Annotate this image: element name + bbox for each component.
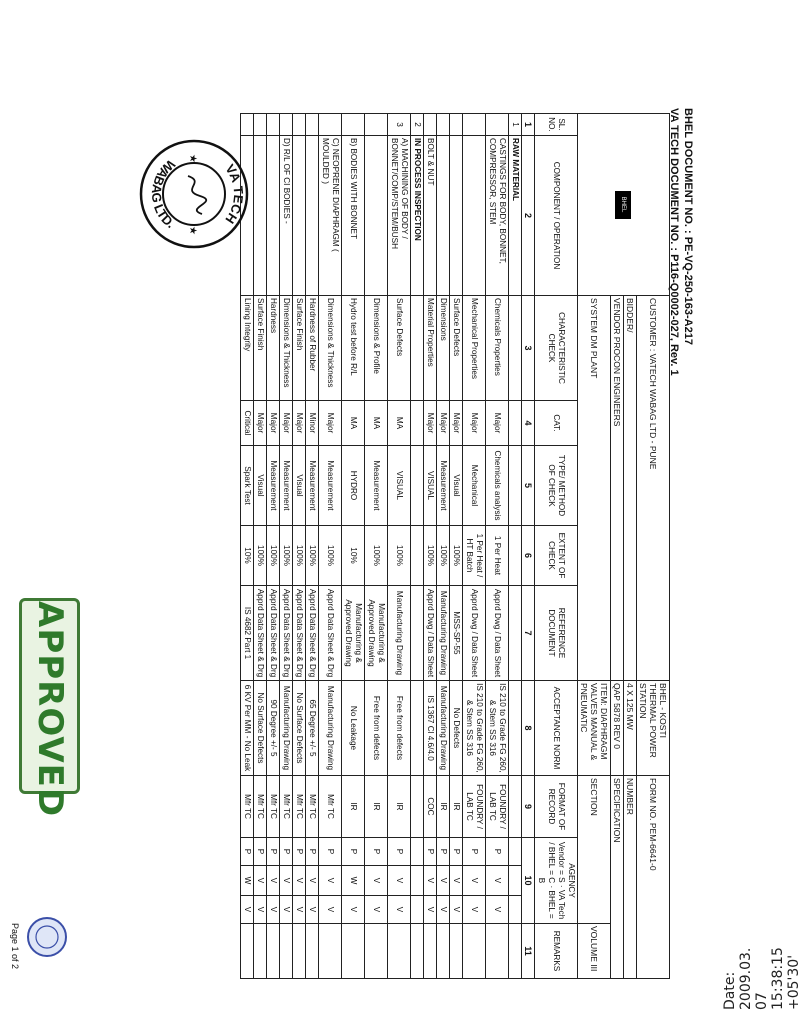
table-row: [450, 114, 463, 979]
document-sheet: [10, 8, 750, 1008]
remarks-cell: [509, 924, 522, 979]
agency-header: AGENCY Vendor = S · VA Tech / BHEL = C · BHEL = B: [535, 838, 578, 924]
table-row: [437, 114, 450, 979]
characteristic-cell: Hardness: [267, 296, 280, 401]
reference-header: REFERENCE DOCUMENT: [535, 586, 578, 681]
table-row: [306, 114, 319, 979]
agency-vendor-cell: P: [437, 838, 450, 866]
format-cell: Mfr TC: [280, 776, 293, 838]
acceptance-cell: No Surface Defects: [293, 681, 306, 776]
agency-vendor-cell: P: [388, 838, 411, 866]
reference-cell: Manufacturing Drawing: [388, 586, 411, 681]
reference-cell: Apprd Data Sheet & Drg: [319, 586, 342, 681]
agency-vatech-cell: V: [424, 866, 437, 896]
agency-vendor-cell: P: [486, 838, 509, 866]
remarks-cell: [424, 924, 437, 979]
table-row: [411, 114, 424, 979]
method-cell: Visual: [254, 446, 267, 526]
reference-cell: Apprd Dwg / Data Sheet: [463, 586, 486, 681]
characteristic-cell: Surface Finish: [254, 296, 267, 401]
acceptance-header: ACCEPTANCE NORM: [535, 681, 578, 776]
extent-header: EXTENT OF CHECK: [535, 526, 578, 586]
sl-cell: [254, 114, 267, 136]
agency-vatech-cell: V: [306, 866, 319, 896]
date-line1: 2009.03.: [738, 947, 754, 1010]
acceptance-cell: No Leakage: [342, 681, 365, 776]
remarks-cell: [254, 924, 267, 979]
agency-bhel-cell: V: [241, 896, 254, 924]
format-cell: Mfr TC: [319, 776, 342, 838]
acceptance-cell: IS 1367 Cl 4.6/4.0: [424, 681, 437, 776]
extent-cell: 10%: [342, 526, 365, 586]
acceptance-cell: IS 210 to Grade FG 260, & Stem SS 316: [486, 681, 509, 776]
col-num-9: 9: [522, 776, 535, 838]
extent-cell: 100%: [267, 526, 280, 586]
agency-bhel-cell: V: [280, 896, 293, 924]
extent-cell: 100%: [306, 526, 319, 586]
agency-bhel-cell: V: [486, 896, 509, 924]
agency-vendor-cell: P: [241, 838, 254, 866]
extent-cell: 100%: [424, 526, 437, 586]
agency-vendor-cell: [411, 838, 424, 866]
bhel-logo-cell: [578, 114, 670, 296]
table-row: [424, 114, 437, 979]
customer-cell: CUSTOMER : VATECH WABAG LTD - PUNE: [637, 296, 670, 681]
method-cell: Measurement: [280, 446, 293, 526]
spec-cell: SPECIFICATION: [611, 776, 624, 979]
method-cell: Measurement: [319, 446, 342, 526]
agency-vendor-cell: P: [254, 838, 267, 866]
agency-vendor-cell: P: [365, 838, 388, 866]
bhel-doc-label: BHEL DOCUMENT NO.: [682, 108, 694, 227]
component-header: COMPONENT / OPERATION: [535, 136, 578, 296]
acceptance-cell: Free from defects: [365, 681, 388, 776]
remarks-cell: [319, 924, 342, 979]
format-header: FORMAT OF RECORD: [535, 776, 578, 838]
extent-cell: 100%: [319, 526, 342, 586]
acceptance-cell: Free from defects: [388, 681, 411, 776]
sl-cell: [267, 114, 280, 136]
table-row: [342, 114, 365, 979]
table-row: [293, 114, 306, 979]
method-cell: Visual: [450, 446, 463, 526]
format-cell: Mfr TC: [293, 776, 306, 838]
agency-vendor-cell: P: [306, 838, 319, 866]
format-cell: IR: [437, 776, 450, 838]
stamp-bottom-text: WABAG LTD.: [148, 156, 179, 232]
component-cell: C) NEOPRENE DIAPHRAGM ( MOULDED ): [319, 136, 342, 296]
document-ids: [667, 108, 695, 376]
acceptance-cell: [509, 681, 522, 776]
agency-vendor-cell: P: [463, 838, 486, 866]
table-row: [267, 114, 280, 979]
date-line2: 07: [754, 992, 770, 1010]
agency-bhel-cell: V: [365, 896, 388, 924]
agency-vendor-cell: P: [267, 838, 280, 866]
vendor-cell: VENDOR PROCON ENGINEERS: [611, 296, 624, 681]
vatech-wabag-stamp: [138, 138, 250, 250]
table-row: [280, 114, 293, 979]
category-cell: Major: [437, 401, 450, 446]
remarks-cell: [437, 924, 450, 979]
format-cell: Mfr TC: [254, 776, 267, 838]
col-num-11: 11: [522, 924, 535, 979]
vatech-doc-value: : P116-Q0002-027, Rev. 1: [668, 247, 680, 376]
agency-vatech-cell: V: [450, 866, 463, 896]
digital-signature-date: [722, 947, 802, 1010]
approved-stamp: APPROVED: [19, 598, 80, 794]
acceptance-cell: Manufacturing Drawing: [319, 681, 342, 776]
agency-bhel-cell: V: [437, 896, 450, 924]
date-line4: +05'30': [786, 954, 802, 1010]
component-cell: D) R/L OF CI BODIES -: [280, 136, 293, 296]
category-cell: Minor: [306, 401, 319, 446]
sl-cell: [365, 114, 388, 136]
extent-cell: 10%: [241, 526, 254, 586]
agency-vatech-cell: V: [254, 866, 267, 896]
agency-bhel-cell: V: [463, 896, 486, 924]
method-cell: Measurement: [437, 446, 450, 526]
format-cell: IR: [450, 776, 463, 838]
type-header: TYPE/ METHOD OF CHECK: [535, 446, 578, 526]
agency-vatech-cell: V: [319, 866, 342, 896]
category-cell: MA: [388, 401, 411, 446]
method-cell: Measurement: [365, 446, 388, 526]
category-cell: Major: [293, 401, 306, 446]
col-num-8: 8: [522, 681, 535, 776]
method-cell: HYDRO: [342, 446, 365, 526]
agency-vendor-cell: P: [293, 838, 306, 866]
category-cell: Major: [254, 401, 267, 446]
date-label: Date:: [722, 971, 738, 1010]
agency-vatech-cell: V: [486, 866, 509, 896]
agency-bhel-cell: V: [342, 896, 365, 924]
remarks-cell: [450, 924, 463, 979]
component-cell: RAW MATERIAL: [509, 136, 522, 296]
date-line3: 15:38:15: [770, 947, 786, 1010]
col-num-5: 5: [522, 446, 535, 526]
characteristic-cell: Dimensions & Profile: [365, 296, 388, 401]
acceptance-cell: [411, 681, 424, 776]
characteristic-cell: Material Properties: [424, 296, 437, 401]
characteristic-cell: [411, 296, 424, 401]
agency-vatech-cell: V: [437, 866, 450, 896]
table-row: [388, 114, 411, 979]
characteristic-cell: [509, 296, 522, 401]
sl-cell: [450, 114, 463, 136]
characteristic-cell: Surface Finish: [293, 296, 306, 401]
remarks-header: REMARKS: [535, 924, 578, 979]
category-cell: Critical: [241, 401, 254, 446]
item-cell: ITEM: DIAPHRAGM VALVES MANUAL & PNEUMATIC: [578, 681, 611, 776]
col-num-4: 4: [522, 401, 535, 446]
col-num-3: 3: [522, 296, 535, 401]
title-cell: 4 X 125 MW: [624, 681, 637, 776]
sl-cell: [319, 114, 342, 136]
signature-mark: [188, 176, 206, 214]
component-cell: [306, 136, 319, 296]
section-cell: SECTION: [578, 776, 611, 924]
svg-text:WABAG LTD.: [149, 157, 178, 231]
category-cell: Major: [450, 401, 463, 446]
remarks-cell: [388, 924, 411, 979]
volume-cell: VOLUME III: [578, 924, 611, 979]
sl-cell: 3: [388, 114, 411, 136]
reference-cell: Apprd Dwg / Data Sheet: [424, 586, 437, 681]
svg-text:★: ★: [187, 154, 198, 163]
reference-cell: Apprd Data Sheet & Drg: [254, 586, 267, 681]
format-cell: IR: [365, 776, 388, 838]
category-cell: Major: [463, 401, 486, 446]
extent-cell: 100%: [280, 526, 293, 586]
acceptance-cell: 6 KV Per MM - No Leak: [241, 681, 254, 776]
method-cell: [509, 446, 522, 526]
project-cell: BHEL - KOSTI THERMAL POWER STATION: [637, 681, 670, 776]
table-row: [463, 114, 486, 979]
sl-cell: [241, 114, 254, 136]
sl-cell: [463, 114, 486, 136]
characteristic-cell: Surface Defects: [450, 296, 463, 401]
bhel-seal-icon: [26, 916, 68, 958]
sl-cell: [280, 114, 293, 136]
acceptance-cell: 65 Degree +/- 5: [306, 681, 319, 776]
reference-cell: Apprd Data Sheet & Drg: [293, 586, 306, 681]
acceptance-cell: No Defects: [450, 681, 463, 776]
extent-cell: 1 Per Heat / HT Batch: [463, 526, 486, 586]
acceptance-cell: Manufacturing Drawing: [280, 681, 293, 776]
table-row: [254, 114, 267, 979]
agency-vatech-cell: V: [293, 866, 306, 896]
form-no-cell: FORM NO. PEM-6641-0: [637, 776, 670, 979]
table-row: [319, 114, 342, 979]
agency-vendor-cell: P: [280, 838, 293, 866]
stamp-top-text: VA TECH: [222, 161, 247, 227]
reference-cell: Manufacturing & Approved Drawing: [342, 586, 365, 681]
component-cell: IN PROCESS INSPECTION: [411, 136, 424, 296]
reference-cell: Apprd Data Sheet & Drg: [280, 586, 293, 681]
characteristic-cell: Dimensions: [437, 296, 450, 401]
reference-cell: Apprd Data Sheet & Drg: [306, 586, 319, 681]
agency-vatech-cell: V: [463, 866, 486, 896]
format-cell: FOUNDRY / LAB TC: [463, 776, 486, 838]
remarks-cell: [365, 924, 388, 979]
sl-header: SL. NO.: [535, 114, 578, 136]
reference-cell: IS 4682 Part 1: [241, 586, 254, 681]
method-cell: Mechanical: [463, 446, 486, 526]
number-label-cell: NUMBER: [624, 776, 637, 979]
sl-cell: [437, 114, 450, 136]
sl-cell: [424, 114, 437, 136]
extent-cell: 100%: [437, 526, 450, 586]
reference-cell: [411, 586, 424, 681]
category-cell: Major: [319, 401, 342, 446]
method-cell: Chemicals analysis: [486, 446, 509, 526]
component-cell: CASTINGS FOR BODY, BONNET, COMPRESSOR, STEM: [486, 136, 509, 296]
format-cell: [509, 776, 522, 838]
acceptance-cell: Manufacturing Drawing: [437, 681, 450, 776]
acceptance-cell: No Surface Defects: [254, 681, 267, 776]
extent-cell: 1 Per Heat: [486, 526, 509, 586]
agency-bhel-cell: V: [254, 896, 267, 924]
agency-bhel-cell: V: [450, 896, 463, 924]
characteristic-cell: Dimensions & Thickness: [319, 296, 342, 401]
agency-bhel-cell: V: [267, 896, 280, 924]
characteristic-header: CHARACTERISTIC CHECK: [535, 296, 578, 401]
remarks-cell: [463, 924, 486, 979]
table-row: [365, 114, 388, 979]
reference-cell: Apprd Dwg / Data Sheet: [486, 586, 509, 681]
method-cell: Measurement: [267, 446, 280, 526]
component-cell: [463, 136, 486, 296]
col-num-7: 7: [522, 586, 535, 681]
characteristic-cell: Lining Integrity: [241, 296, 254, 401]
agency-vendor-cell: P: [424, 838, 437, 866]
acceptance-cell: 90 Degree +/- 5: [267, 681, 280, 776]
method-cell: Measurement: [306, 446, 319, 526]
sl-cell: [486, 114, 509, 136]
component-cell: BOLT & NUT: [424, 136, 437, 296]
component-cell: [365, 136, 388, 296]
extent-cell: 100%: [388, 526, 411, 586]
category-cell: MA: [342, 401, 365, 446]
extent-cell: 100%: [450, 526, 463, 586]
component-cell: [450, 136, 463, 296]
category-cell: Major: [280, 401, 293, 446]
bidder-cell: BIDDER/: [624, 296, 637, 681]
format-cell: IR: [388, 776, 411, 838]
component-cell: A) MACHINING OF BODY / BONNET/COMP/STEM/BUSH: [388, 136, 411, 296]
category-cell: [509, 401, 522, 446]
characteristic-cell: Dimensions & Thickness: [280, 296, 293, 401]
component-cell: B) BODIES WITH BONNET: [342, 136, 365, 296]
agency-bhel-cell: V: [388, 896, 411, 924]
cat-header: CAT.: [535, 401, 578, 446]
category-cell: Major: [486, 401, 509, 446]
format-cell: [411, 776, 424, 838]
agency-vendor-cell: P: [319, 838, 342, 866]
category-cell: MA: [365, 401, 388, 446]
remarks-cell: [241, 924, 254, 979]
agency-vendor-cell: [509, 838, 522, 866]
remarks-cell: [267, 924, 280, 979]
agency-bhel-cell: V: [293, 896, 306, 924]
characteristic-cell: Hardness of Rubber: [306, 296, 319, 401]
characteristic-cell: Surface Defects: [388, 296, 411, 401]
qap-cell: QAP 5878 REV 0: [611, 681, 624, 776]
method-cell: VISUAL: [388, 446, 411, 526]
extent-cell: 100%: [365, 526, 388, 586]
agency-vatech-cell: V: [267, 866, 280, 896]
agency-vendor-cell: P: [450, 838, 463, 866]
col-num-1: 1: [522, 114, 535, 136]
characteristic-cell: Hydro test before R/L: [342, 296, 365, 401]
method-cell: Visual: [293, 446, 306, 526]
extent-cell: 100%: [254, 526, 267, 586]
reference-cell: MSS-SP-55: [450, 586, 463, 681]
category-cell: Major: [424, 401, 437, 446]
svg-text:★: ★: [187, 226, 198, 235]
category-cell: [411, 401, 424, 446]
sl-cell: 2: [411, 114, 424, 136]
agency-vatech-cell: V: [280, 866, 293, 896]
remarks-cell: [293, 924, 306, 979]
page-number: Page 1 of 2: [10, 923, 20, 970]
characteristic-cell: Mechanical Properties: [463, 296, 486, 401]
agency-bhel-cell: V: [319, 896, 342, 924]
table-row: [486, 114, 509, 979]
reference-cell: Apprd Data Sheet & Drg: [267, 586, 280, 681]
bhel-doc-value: : PE-VQ-250-163-A217: [682, 230, 694, 345]
format-cell: COC: [424, 776, 437, 838]
col-num-10: 10: [522, 838, 535, 924]
characteristic-cell: Chemicals Properties: [486, 296, 509, 401]
format-cell: Mfr TC: [306, 776, 319, 838]
table-row: [509, 114, 522, 979]
vatech-doc-label: VA TECH DOCUMENT NO.: [668, 108, 680, 245]
system-cell: SYSTEM DM PLANT: [578, 296, 611, 681]
extent-cell: [411, 526, 424, 586]
reference-cell: [509, 586, 522, 681]
agency-vatech-cell: W: [241, 866, 254, 896]
component-cell: [254, 136, 267, 296]
remarks-cell: [306, 924, 319, 979]
agency-bhel-cell: V: [306, 896, 319, 924]
format-cell: Mfr TC: [241, 776, 254, 838]
sl-cell: 1: [509, 114, 522, 136]
acceptance-cell: IS 210 to Grade FG 260, & Stem SS 316: [463, 681, 486, 776]
col-num-6: 6: [522, 526, 535, 586]
format-cell: IR: [342, 776, 365, 838]
sl-cell: [293, 114, 306, 136]
remarks-cell: [280, 924, 293, 979]
extent-cell: 100%: [293, 526, 306, 586]
bhel-logo-icon: BHEL: [616, 191, 632, 219]
category-cell: Major: [267, 401, 280, 446]
agency-vatech-cell: [411, 866, 424, 896]
reference-cell: Manufacturing & Approved Drawing: [365, 586, 388, 681]
method-cell: [411, 446, 424, 526]
reference-cell: Manufacturing Drawing: [437, 586, 450, 681]
agency-bhel-cell: [509, 896, 522, 924]
agency-vatech-cell: W: [342, 866, 365, 896]
format-cell: Mfr TC: [267, 776, 280, 838]
remarks-cell: [342, 924, 365, 979]
extent-cell: [509, 526, 522, 586]
agency-vendor-cell: P: [342, 838, 365, 866]
agency-vatech-cell: V: [388, 866, 411, 896]
col-num-2: 2: [522, 136, 535, 296]
agency-bhel-cell: [411, 896, 424, 924]
remarks-cell: [411, 924, 424, 979]
agency-bhel-cell: V: [424, 896, 437, 924]
component-cell: [267, 136, 280, 296]
quality-plan-table: [240, 113, 670, 979]
sl-cell: [306, 114, 319, 136]
sl-cell: [342, 114, 365, 136]
agency-vatech-cell: [509, 866, 522, 896]
component-cell: [293, 136, 306, 296]
remarks-cell: [486, 924, 509, 979]
agency-vatech-cell: V: [365, 866, 388, 896]
component-cell: [437, 136, 450, 296]
method-cell: VISUAL: [424, 446, 437, 526]
format-cell: FOUNDRY / LAB TC: [486, 776, 509, 838]
method-cell: Spark Test: [241, 446, 254, 526]
